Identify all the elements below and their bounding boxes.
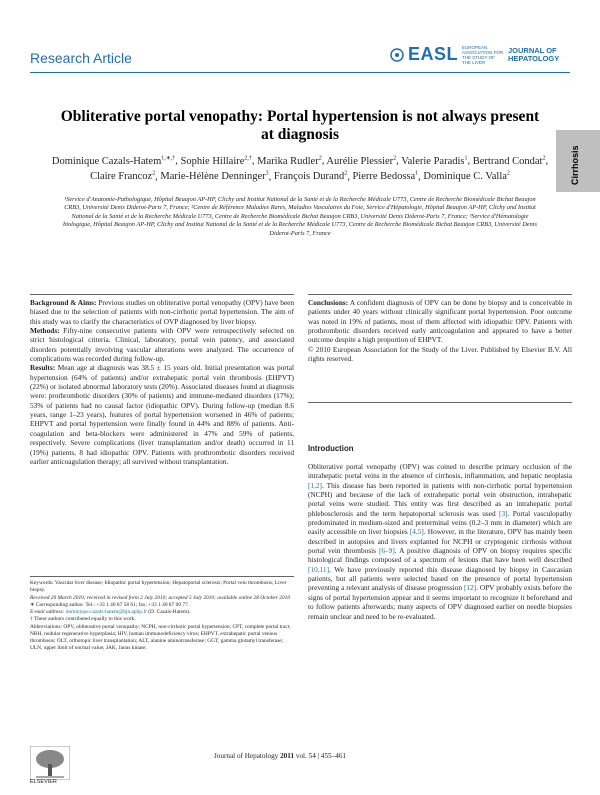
background-label: Background & Aims: [30, 298, 97, 307]
author-affiliation-marker: 2 [344, 170, 348, 177]
footer-volume: vol. 54 | 455–461 [294, 752, 347, 760]
author-name: Claire Francoz$^2$ [90, 170, 156, 182]
journal-logo [390, 44, 559, 65]
introduction-text [308, 462, 572, 621]
intro-text-f: . We have previously reported this disease diagnosed by biopsy in Caucasian patients, but all patients were selected based on the presence of portal hypertension preventing a relevant analysis of disease progression [308, 564, 572, 593]
author-affiliation-marker: 1 [415, 170, 419, 177]
ref-link[interactable]: [12] [463, 583, 477, 593]
email-link[interactable]: dominique.cazals-hatem@bjn.aphp.fr [65, 609, 147, 615]
easl-logo-text: EASL [408, 44, 459, 64]
easl-emblem-icon [390, 48, 404, 62]
author-name: Bertrand Condat$^2$ [472, 155, 546, 167]
equal-contribution: † These authors contributed equally to this work. [30, 616, 136, 623]
keywords [30, 580, 294, 595]
abstract-methods [30, 326, 294, 363]
author-affiliation-marker: 1,∗,† [161, 155, 176, 161]
results-text: Mean age at diagnosis was 38.5 ± 15 years old. Initial presentation was portal hypertension (64% of patients) and/or extrahepatic portal vein thrombosis (EHPVT) (22%) or isolated abnormal laboratory tests (20%). Associated diseases found at diagnosis were: prothrombotic disorders (30% of patients) and immune-mediated disorders (17%); 53% of patients had no causal factor (idiopathic OPV). During follow-up (median 8.6 years, range 1–23 years), features of portal hypertension worsened in 46% of patients; EHPVT and portal hypertension were finally found in 44% and 88% of patients. Anti-coagulation and beta-blockers were administered in 47% and 59% of patients, respectively. Severe complications (liver transplantation and/or death) occurred in 11 (19%) patients, 8 had idiopathic OPV. Patients with prothrombotic disorders received earlier anticoagulation therapy; all survived without transplantation. [30, 363, 294, 466]
email-suffix: (D. Cazals-Hatem). [146, 609, 191, 615]
elsevier-label: ELSEVIER [30, 779, 57, 785]
journal-logo-name [508, 47, 559, 63]
footer-year: 2011 [280, 752, 295, 760]
abstract-conclusions [308, 298, 572, 345]
abbreviations: Abbreviations: OPV, obliterative portal venopathy; NCPH, non-cirrhotic portal hypertension; CPT, complete portal tract; NRH, nodular regenerative hyperplasia; HIV, human immunodeficiency virus; EHPVT, extrahepatic portal venous thrombosis; OLT, orthotopic liver transplantation; ALT, alanine aminotransferase; GGT, gamma glutamyl transferase; ULN, upper limit of normal value; JAK, Janus kinase. [30, 623, 291, 652]
journal-logo-line2: HEPATOLOGY [508, 53, 560, 63]
abstract-background [30, 298, 294, 326]
article-title: Obliterative portal venopathy: Portal hypertension is not always present at diagnosis [60, 108, 540, 143]
author-name: Valerie Paradis$^1$ [401, 155, 468, 167]
abstract-copyright: © 2010 European Association for the Study of the Liver. Published by Elsevier B.V. All rights reserved. [308, 344, 572, 364]
author-name: Pierre Bedossa$^1$ [352, 170, 419, 182]
author-affiliation-marker: 2 [542, 155, 546, 161]
easl-subtext: EUROPEAN ASSOCIATION FOR THE STUDY OF THE LIVER [462, 44, 504, 65]
author-name: François Durand$^2$ [273, 170, 348, 182]
intro-text-g: . OPV probably exists before the signs of portal hypertension appear and it seems important to recognize it beforehand and to follow patients afterwards; many aspects of OPV diagnosed earlier on needle biopsies remain unclear and need to be re-evaluated. [308, 583, 572, 621]
ref-link[interactable]: [1,2] [308, 480, 322, 490]
author-name: Aurélie Plessier$^2$ [326, 155, 397, 167]
author-name: Marika Rudler$^2$ [257, 155, 322, 167]
intro-text-a: Obliterative portal venopathy (OPV) was coined to describe primary occlusion of the intrahepatic portal veins in the absence of cirrhosis, inflammation, and hepatic neoplasia [308, 462, 572, 481]
introduction-heading: Introduction [308, 444, 354, 453]
ref-link[interactable]: [10,11] [308, 564, 330, 574]
background-text: Previous studies on obliterative portal venopathy (OPV) have been biased due to the selection of patients with non-cirrhotic portal hypertension. The aim of this study was to clarify the characteristics of OVP diagnosed by liver biopsy. [30, 298, 294, 326]
conclusions-text: A confident diagnosis of OPV can be done by biopsy and is conceivable in patients under 40 years without clinically significant portal hypertension. Poor outcome was noted in 19% of patients, most of them affected with idiopathic OPV. Patients with prothrombotic disorders received early anticoagulation and appeared to have a better outcome despite a high proportion of EHPVT. [308, 298, 572, 345]
ref-link[interactable]: [3] [499, 508, 508, 518]
header-divider [30, 72, 570, 73]
abstract-divider-left [30, 294, 294, 295]
ref-link[interactable]: [6–9] [378, 546, 395, 556]
author-affiliation-marker: 2 [506, 170, 510, 177]
received-text: Received 20 March 2010; received in revised form 2 July 2010; accepted 5 July 2010; available online 28 October 2010 [30, 594, 291, 601]
abstract-left [30, 298, 294, 466]
author-affiliation-marker: 1 [464, 155, 468, 161]
corresponding-author: ∗ Corresponding author. Tel.: +33 1 40 87 58 61; fax: +33 1 40 87 00 77. [30, 601, 190, 608]
intro-text-c: . Portal vasculopathy predominated in medium-sized and preterminal veins (0.2–3 mm in diameter) which are easily accessible on liver biopsies [308, 508, 573, 537]
keywords-label: Keywords: [30, 580, 54, 586]
email-label: E-mail address: [30, 609, 65, 615]
elsevier-logo [30, 746, 70, 780]
journal-logo-line1: JOURNAL OF [508, 45, 557, 55]
methods-text: Fifty-nine consecutive patients with OPV were retrospectively selected on strict histological criteria. Clinical, laboratory, portal vein patency, and associated disorders potentially involving vascular alterations were analyzed. The occurrence of complications was recorded during follow-up. [30, 326, 294, 364]
methods-label: Methods: [30, 326, 60, 336]
received-dates [30, 595, 294, 602]
author-affiliation-marker: 3 [265, 170, 269, 177]
footer-journal: Journal of Hepatology [214, 752, 281, 760]
author-list: Dominique Cazals-Hatem$^{1,∗,\dagger}$, Sophie Hillaire$^{2,\dagger}$, Marika Rudler$^2$, Aurélie Plessier$^2$, Valerie Paradis$^1$, Bertrand Condat$^2$, Claire Francoz$^2$, Marie-Hélène Denninger$^3$, François Durand$^2$, Pierre Bedossa$^1$, Dominique C. Valla$^2$ [51, 155, 549, 182]
abstract-right [308, 298, 572, 363]
author-name: Marie-Hélène Denninger$^3$ [160, 170, 269, 182]
conclusions-label: Conclusions: [308, 298, 349, 307]
abstract-end-divider [308, 402, 572, 403]
side-tab-label: Cirrhosis [570, 145, 580, 185]
footnote-divider [30, 576, 294, 577]
results-label: Results: [30, 363, 56, 373]
author-affiliation-marker: 2 [152, 170, 156, 177]
email-line [30, 609, 294, 616]
author-affiliation-marker: 2,† [244, 155, 252, 161]
intro-text-b: . This disease has been reported in patients with non-cirrhotic portal hypertension (NCPH) and because of the lack of extrahepatic portal vein obstruction, intrahepatic portal veins were studied. This entity was first described as an intrahepatic portal phlebosclerosis and the term hepatoportal sclerosis was used [308, 480, 572, 518]
intro-text-e: . A positive diagnosis of OPV on biopsy requires specific histological findings composed of a spectrum of lesions that have been well described [308, 546, 572, 565]
abstract-divider-right [308, 294, 572, 295]
page-footer [214, 752, 346, 760]
affiliations: ¹Service d'Anatomie-Pathologique, Hôpital Beaujon AP-HP, Clichy and Institut National de la Santé et de la Recherche Médicale U773, Centre de Recherche Biomédicale Bichat Beaujon CRB3, Université Denis Diderot-Paris 7, France; ²Centre de Référence Maladies Rares, Maladies Vasculaires du Foie, Service d'Hépatologie, Hôpital Beaujon AP-HP, Clichy and Institut National de la Santé et de la Recherche Médicale U773, Centre de Recherche Biomédicale Bichat Beaujon CRB3, Université Denis Diderot-Paris 7, France; ³Service d'Hématologie biologique, Hôpital Beaujon AP-HP, Clichy and Institut National de la Santé et de la Recherche Médicale U773, Centre de Recherche Biomédicale Bichat Beaujon CRB3, Université Denis Diderot-Paris 7, France [63, 196, 537, 237]
author-affiliation-marker: 2 [318, 155, 322, 161]
intro-text-d: . However, in the literature, OPV has mainly been described in autopsies and livers explanted for NCPH or cryptogenic cirrhosis without portal vein thrombosis [308, 527, 572, 556]
abstract-results [30, 363, 294, 466]
author-name: Dominique C. Valla$^2$ [423, 170, 510, 182]
side-section-tab [556, 130, 600, 192]
elsevier-tree-icon [30, 746, 70, 780]
keywords-text: Vascular liver disease; Idiopathic portal hypertension; Hepatoportal sclerosis; Portal vein thrombosis; Liver biopsy. [30, 580, 287, 594]
author-name: Dominique Cazals-Hatem$^{1,∗,\dagger}$ [51, 155, 176, 167]
ref-link[interactable]: [4,5] [409, 527, 424, 537]
author-affiliation-marker: 2 [393, 155, 397, 161]
footnotes [30, 580, 294, 653]
section-label: Research Article [30, 50, 132, 66]
author-name: Sophie Hillaire$^{2,\dagger}$ [180, 155, 252, 167]
